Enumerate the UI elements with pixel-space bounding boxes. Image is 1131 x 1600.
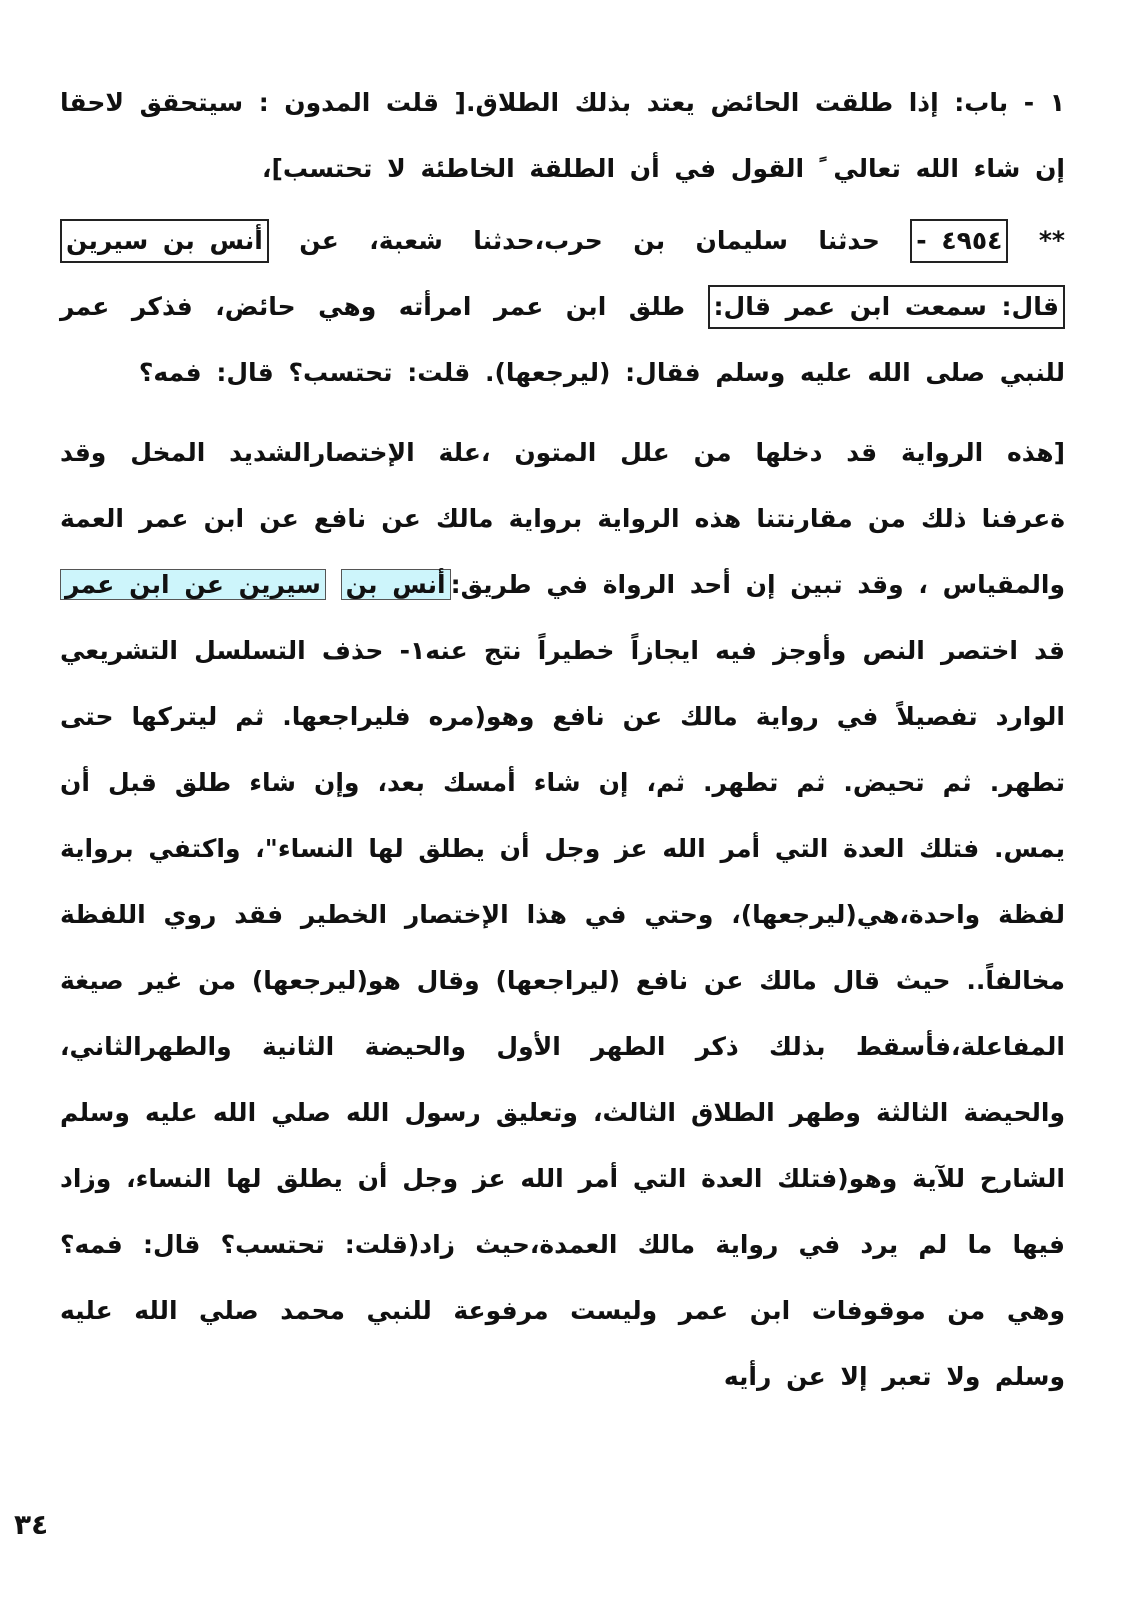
highlight-narrator-1: أنس بن (341, 569, 451, 600)
hadith-number-box: ٤٩٥٤ - (910, 219, 1008, 263)
chapter-dash: - (1008, 88, 1050, 117)
highlight-narrator-2: سيرين عن ابن عمر (60, 569, 326, 600)
commentary-paragraph (60, 420, 1065, 1410)
page-number: ٣٤ (14, 1508, 49, 1541)
hadith-paragraph (60, 208, 1065, 406)
narrator-said-box: قال: سمعت ابن عمر قال: (708, 285, 1065, 329)
document-page (60, 70, 1065, 1410)
chapter-heading (60, 70, 1065, 202)
commentary-body: قد اختصر النص وأوجز فيه ايجازاً خطيراً نتج عنه١- حذف التسلسل التشريعي الوارد تفصيلاً في رواية مالك عن نافع وهو(مره فليراجعها. ثم ليتركها حتى تطهر. ثم تحيض. ثم تطهر. ثم، إن شاء أمسك بعد، وإن شاء طلق قبل أن يمس. فتلك العدة التي أمر الله عز وجل أن يطلق لها النساء"، واكتفي برواية لفظة واحدة،هي(ليرجعها)، وحتي في هذا الإختصار الخطير فقد روي اللفظة مخالفاً.. حيث قال مالك عن نافع (ليراجعها) وقال هو(ليرجعها) من غير صيغة المفاعلة،فأسقط بذلك ذكر الطهر الأول والحيضة الثانية والطهرالثاني، والحيضة الثالثة وطهر الطلاق الثالث، وتعليق رسول الله صلي الله عليه وسلم الشارح للآية وهو(فتلك العدة التي أمر الله عز وجل أن يطلق لها النساء، وزاد فيها ما لم يرد في رواية مالك العمدة،حيث زاد(قلت: تحتسب؟ قال: فمه؟ وهي من موقوفات ابن عمر وليست مرفوعة للنبي محمد صلي الله عليه وسلم ولا تعبر إلا عن رأيه (60, 636, 1065, 1391)
commentary-intro: [هذه الرواية قد دخلها من علل المتون ،علة الإختصارالشديد المخل وقد ةعرفنا ذلك من مقارنتنا هذه الرواية برواية مالك عن نافع عن ابن عمر العمة والمقياس ، وقد تبين إن أحد الرواة في طريق: (60, 438, 1065, 599)
chapter-number: ١ (1049, 88, 1065, 117)
hadith-text: طلق ابن عمر امرأته وهي حائض، فذكر عمر للنبي صلى الله عليه وسلم فقال: (ليرجعها). قلت: تحتسب؟ قال: فمه؟ (60, 292, 1065, 387)
hadith-chain: حدثنا سليمان بن حرب،حدثنا شعبة، عن (268, 226, 911, 255)
narrator-box: أنس بن سيرين (60, 219, 269, 263)
chapter-heading-text: باب: إذا طلقت الحائض يعتد بذلك الطلاق.[ قلت المدون : سيتحقق لاحقا إن شاء الله تعالي ً القول في أن الطلقة الخاطئة لا تحتسب]، (60, 88, 1065, 183)
hadith-prefix: ** (1038, 226, 1065, 255)
